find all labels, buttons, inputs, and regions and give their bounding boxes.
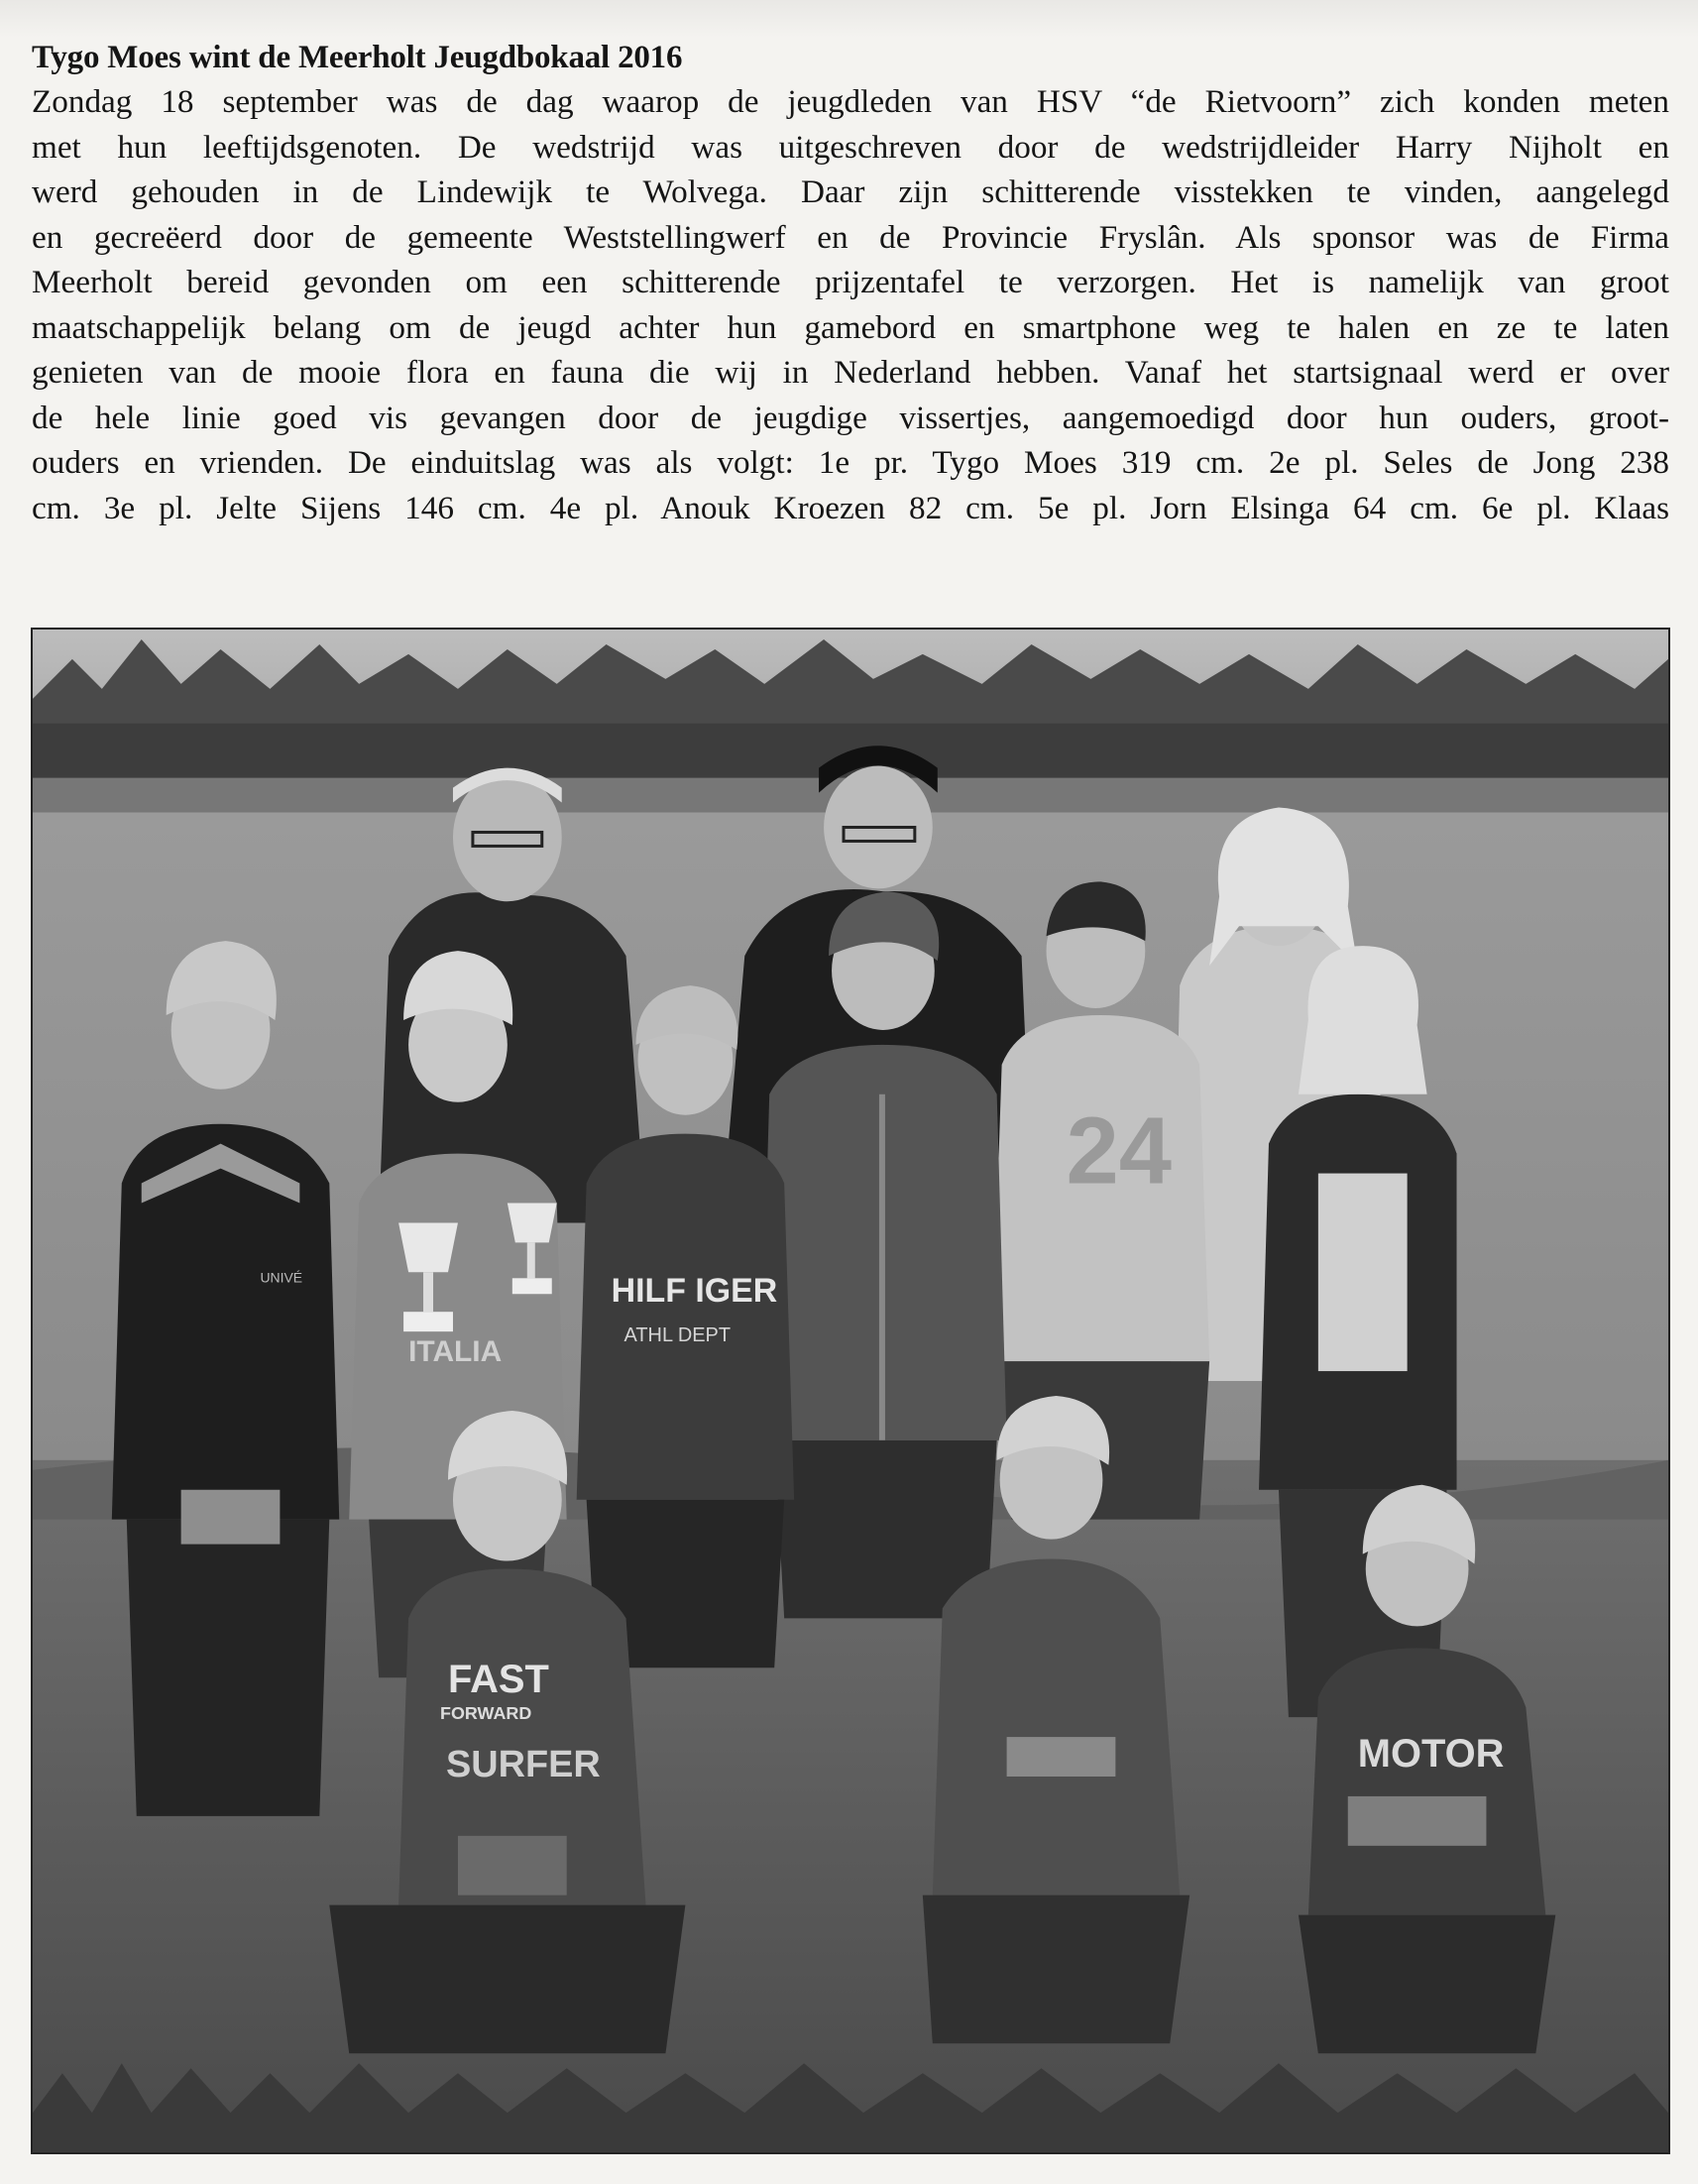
article-line: cm. 3e pl. Jelte Sijens 146 cm. 4e pl. Anouk Kroezen 82 cm. 5e pl. Jorn Elsinga 64 cm. 6e pl. Klaas [32,489,1669,526]
shirt-print-motor: MOTOR [1357,1732,1505,1777]
shirt-print-forward: FORWARD [440,1703,532,1724]
article-line: met hun leeftijdsgenoten. De wedstrijd was uitgeschreven door de wedstrijdleider Harry Nijholt en [32,128,1669,166]
shirt-print-unive: UNIVÉ [260,1269,303,1286]
article-line: Meerholt bereid gevonden om een schitterende prijzentafel te verzorgen. Het is namelijk van groot [32,264,1669,300]
shirt-print-athl: ATHL DEPT [623,1324,732,1347]
article-line: de hele linie goed vis gevangen door de jeugdige vissertjes, aangemoedigd door hun ouders, groot- [32,399,1669,436]
article-line: ouders en vrienden. De einduitslag was als volgt: 1e pr. Tygo Moes 319 cm. 2e pl. Seles de Jong 238 [32,444,1669,481]
article [32,36,1669,530]
article-line: en gecreëerd door de gemeente Weststellingwerf en de Provincie Fryslân. Als sponsor was de Firma [32,218,1669,256]
shirt-print-24: 24 [1066,1097,1172,1205]
shirt-print-fast: FAST [447,1658,549,1702]
shirt-print-italia: ITALIA [408,1335,503,1369]
shirt-print-surfer: SURFER [445,1743,601,1785]
shirt-print-hilfiger: HILF IGER [611,1272,778,1311]
page-top-bleed [0,0,1698,38]
article-line: maatschappelijk belang om de jeugd achter hun gamebord en smartphone weg te halen en ze te laten [32,308,1669,346]
group-photo-illustration [33,630,1668,2152]
group-photo [31,628,1670,2154]
article-line: werd gehouden in de Lindewijk te Wolvega. Daar zijn schitterende visstekken te vinden, aangelegd [32,173,1669,210]
article-headline: Tygo Moes wint de Meerholt Jeugdbokaal 2016 [32,40,683,75]
article-line: genieten van de mooie flora en fauna die wij in Nederland hebben. Vanaf het startsignaal werd er over [32,354,1669,391]
article-line: Zondag 18 september was de dag waarop de jeugdleden van HSV “de Rietvoorn” zich konden meten [32,83,1669,120]
